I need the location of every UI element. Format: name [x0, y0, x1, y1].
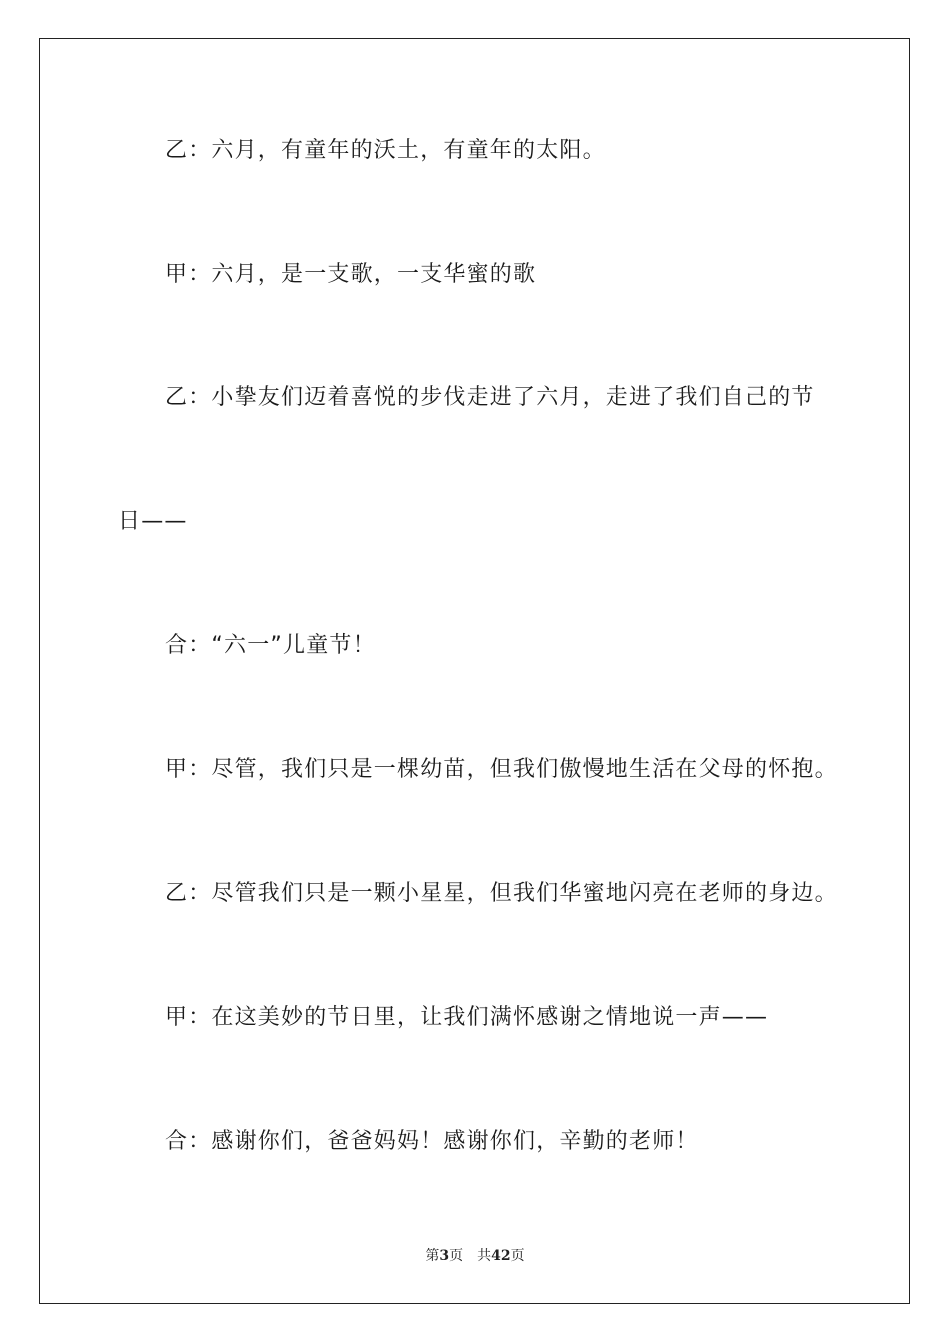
dialogue-line-8: 合：感谢你们，爸爸妈妈！感谢你们，辛勤的老师！: [165, 1129, 699, 1154]
dialogue-line-3-continued: 日——: [118, 509, 188, 534]
total-suffix: 页: [510, 1248, 525, 1264]
dialogue-line-1: 乙：六月，有童年的沃土，有童年的太阳。: [165, 138, 606, 163]
dialogue-line-6: 乙：尽管我们只是一颗小星星，但我们华蜜地闪亮在老师的身边。: [165, 881, 838, 906]
total-pages: 42: [491, 1248, 511, 1264]
page-footer: [0, 1247, 950, 1265]
dialogue-line-7: 甲：在这美妙的节日里，让我们满怀感谢之情地说一声——: [165, 1005, 769, 1030]
dialogue-line-2: 甲：六月，是一支歌，一支华蜜的歌: [165, 262, 537, 287]
dialogue-line-5: 甲：尽管，我们只是一棵幼苗，但我们傲慢地生活在父母的怀抱。: [165, 757, 838, 782]
total-prefix: 共: [477, 1248, 492, 1264]
dialogue-line-4: 合：“六一”儿童节！: [165, 633, 376, 658]
page-border: [39, 38, 910, 1304]
page-number: 3: [439, 1248, 450, 1264]
page-suffix: 页: [449, 1248, 464, 1264]
dialogue-line-3: 乙：小挚友们迈着喜悦的步伐走进了六月，走进了我们自己的节: [165, 385, 815, 410]
page-prefix: 第: [425, 1248, 440, 1264]
